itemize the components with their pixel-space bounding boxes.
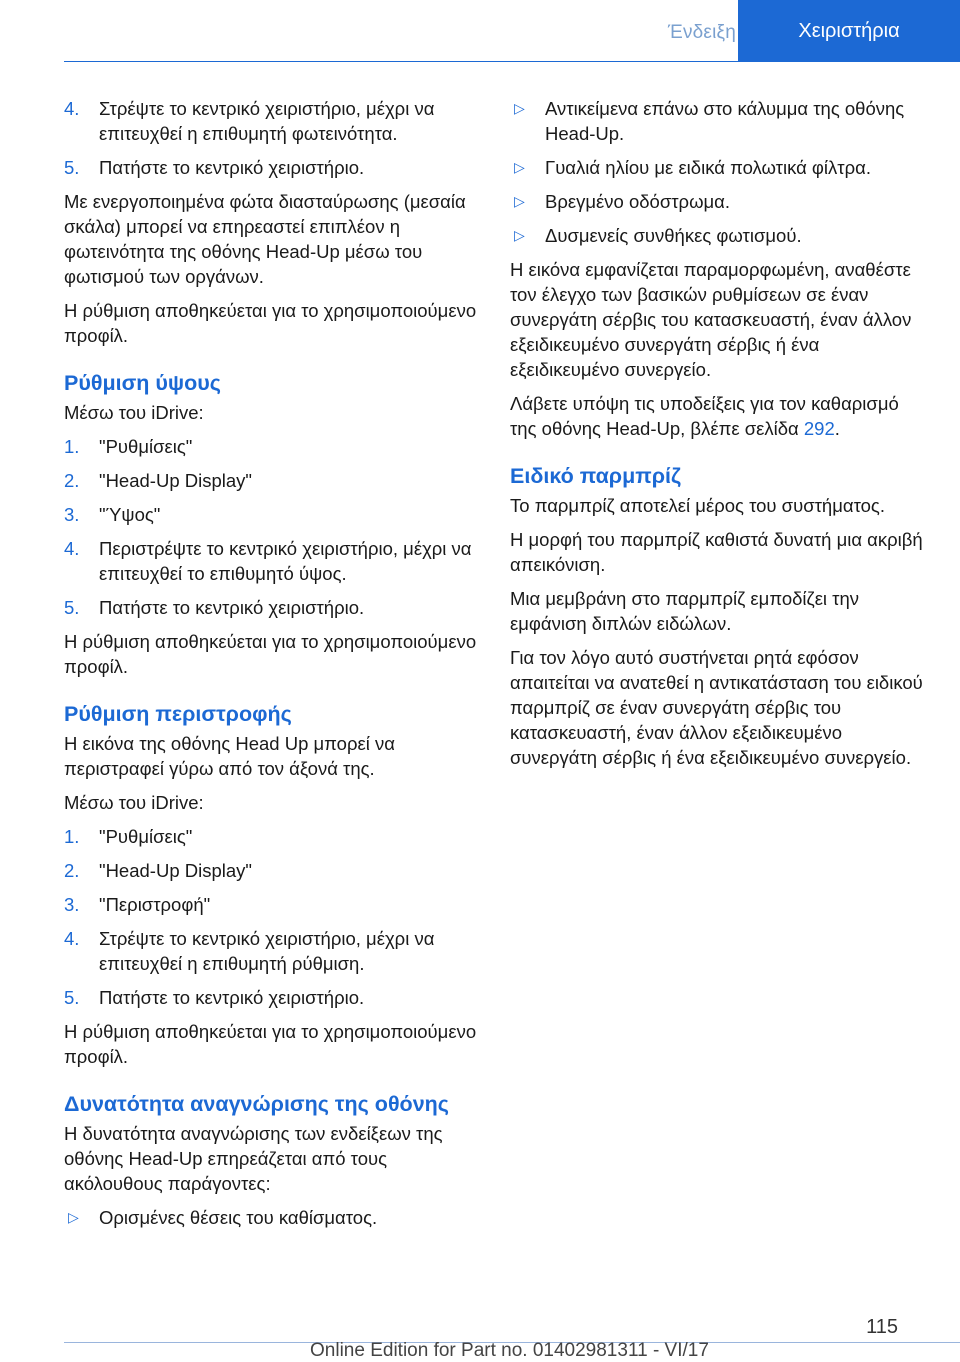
step-text: "Head-Up Display" xyxy=(99,860,252,881)
page-header xyxy=(0,0,960,62)
list-item xyxy=(64,858,480,883)
step-text: "Ρυθμίσεις" xyxy=(99,436,193,457)
paragraph: Η ρύθμιση αποθηκεύεται για το χρησιμοποιούμενο προφίλ. xyxy=(64,1021,477,1067)
paragraph: Με ενεργοποιημένα φώτα διασταύρωσης (μεσαία σκάλα) μπορεί να επηρεαστεί επιπλέον η φωτεινότητα της οθόνης Head-Up μέσω του φωτισμού των οργάνων. xyxy=(64,191,466,287)
bullet-text: Αντικείμενα επάνω στο κάλυμμα της οθόνης Head-Up. xyxy=(545,98,905,144)
step-number: 4. xyxy=(64,538,80,559)
list-item xyxy=(64,434,480,459)
tab-display[interactable]: Ένδειξη xyxy=(667,22,736,43)
step-text: "Περιστροφή" xyxy=(99,894,211,915)
bullet-text: Δυσμενείς συνθήκες φωτισμού. xyxy=(545,225,802,246)
bullet-text: Ορισμένες θέσεις του καθίσματος. xyxy=(99,1207,378,1228)
paragraph: Για τον λόγο αυτό συστήνεται ρητά εφόσον απαιτείται να ανατεθεί η αντικατάσταση του ειδικού παρμπρίζ σε έναν συνεργάτη σέρβις του κατασκευαστή, έναν άλλον εξειδικευμένο συνεργάτη σέρβις ή ένα εξειδικευμένο συνεργείο. xyxy=(510,647,923,768)
list-item xyxy=(64,155,480,180)
triangle-bullet-icon: ▷ xyxy=(514,227,525,243)
right-column xyxy=(510,96,928,779)
list-item xyxy=(64,595,480,620)
step-text: "Ύψος" xyxy=(99,504,161,525)
paragraph-text: Λάβετε υπόψη τις υποδείξεις για τον καθαρισμό της οθόνης Head-Up, βλέπε σελίδα xyxy=(510,393,899,439)
step-text: "Ρυθμίσεις" xyxy=(99,826,193,847)
page-number: 115 xyxy=(866,1316,898,1338)
step-text: Περιστρέψτε το κεντρικό χειριστήριο, μέχρι να επιτευχθεί το επιθυμητό ύψος. xyxy=(99,538,472,584)
triangle-bullet-icon: ▷ xyxy=(514,159,525,175)
paragraph-cleaning xyxy=(510,391,928,441)
triangle-bullet-icon: ▷ xyxy=(514,100,525,116)
step-number: 1. xyxy=(64,826,80,847)
list-item xyxy=(64,985,480,1010)
section-heading-height: Ρύθμιση ύψους xyxy=(64,371,221,395)
paragraph: Η ρύθμιση αποθηκεύεται για το χρησιμοποιούμενο προφίλ. xyxy=(64,631,477,677)
list-item xyxy=(64,926,480,976)
list-item xyxy=(64,502,480,527)
step-number: 4. xyxy=(64,928,80,949)
triangle-bullet-icon: ▷ xyxy=(514,193,525,209)
list-item xyxy=(64,536,480,586)
section-heading-windshield: Ειδικό παρμπρίζ xyxy=(510,464,681,488)
paragraph: Η εικόνα εμφανίζεται παραμορφωμένη, αναθέστε τον έλεγχο των βασικών ρυθμίσεων σε έναν συνεργάτη σέρβις του κατασκευαστή, έναν άλλον εξειδικευμένο συνεργάτη σέρβις ή ένα εξειδικευμένο συνεργείο. xyxy=(510,259,912,380)
step-text: Πατήστε το κεντρικό χειριστήριο. xyxy=(99,597,365,618)
paragraph: Το παρμπρίζ αποτελεί μέρος του συστήματος. xyxy=(510,495,885,516)
bullet-item xyxy=(510,189,928,214)
page-link[interactable]: 292 xyxy=(803,418,835,439)
bullet-item xyxy=(510,223,928,248)
step-text: Πατήστε το κεντρικό χειριστήριο. xyxy=(99,157,365,178)
triangle-bullet-icon: ▷ xyxy=(68,1209,79,1225)
step-text: Στρέψτε το κεντρικό χειριστήριο, μέχρι να επιτευχθεί η επιθυμητή ρύθμιση. xyxy=(99,928,435,974)
list-item xyxy=(64,892,480,917)
list-item xyxy=(64,824,480,849)
step-number: 5. xyxy=(64,987,80,1008)
paragraph: Η μορφή του παρμπρίζ καθιστά δυνατή μια ακριβή απεικόνιση. xyxy=(510,529,923,575)
tab-controls[interactable]: Χειριστήρια xyxy=(738,0,960,62)
bullet-item xyxy=(510,96,928,146)
bullet-item xyxy=(510,155,928,180)
step-number: 4. xyxy=(64,98,80,119)
step-number: 3. xyxy=(64,894,80,915)
left-column xyxy=(64,96,480,1239)
step-number: 5. xyxy=(64,597,80,618)
paragraph: Μέσω του iDrive: xyxy=(64,792,204,813)
bullet-item xyxy=(64,1205,480,1230)
paragraph-end: . xyxy=(834,418,840,439)
step-text: "Head-Up Display" xyxy=(99,470,252,491)
step-number: 1. xyxy=(64,436,80,457)
bullet-text: Βρεγμένο οδόστρωμα. xyxy=(545,191,731,212)
section-heading-visibility: Δυνατότητα αναγνώρισης της οθόνης xyxy=(64,1092,449,1116)
step-number: 2. xyxy=(64,860,80,881)
paragraph: Η ρύθμιση αποθηκεύεται για το χρησιμοποιούμενο προφίλ. xyxy=(64,300,477,346)
step-text: Στρέψτε το κεντρικό χειριστήριο, μέχρι να επιτευχθεί η επιθυμητή φωτεινότητα. xyxy=(99,98,435,144)
paragraph: Η εικόνα της οθόνης Head Up μπορεί να περιστραφεί γύρω από τον άξονά της. xyxy=(64,733,395,779)
edition-footer: Online Edition for Part no. 01402981311 - VI/17 xyxy=(310,1340,709,1361)
step-text: Πατήστε το κεντρικό χειριστήριο. xyxy=(99,987,365,1008)
header-divider xyxy=(64,61,960,62)
step-number: 2. xyxy=(64,470,80,491)
paragraph: Μια μεμβράνη στο παρμπρίζ εμποδίζει την εμφάνιση διπλών ειδώλων. xyxy=(510,588,860,634)
bullet-text: Γυαλιά ηλίου με ειδικά πολωτικά φίλτρα. xyxy=(545,157,871,178)
list-item xyxy=(64,468,480,493)
step-number: 3. xyxy=(64,504,80,525)
paragraph: Η δυνατότητα αναγνώρισης των ενδείξεων της οθόνης Head-Up επηρεάζεται από τους ακόλουθους παράγοντες: xyxy=(64,1123,443,1194)
paragraph: Μέσω του iDrive: xyxy=(64,402,204,423)
section-heading-rotation: Ρύθμιση περιστροφής xyxy=(64,702,292,726)
step-number: 5. xyxy=(64,157,80,178)
list-item xyxy=(64,96,480,146)
